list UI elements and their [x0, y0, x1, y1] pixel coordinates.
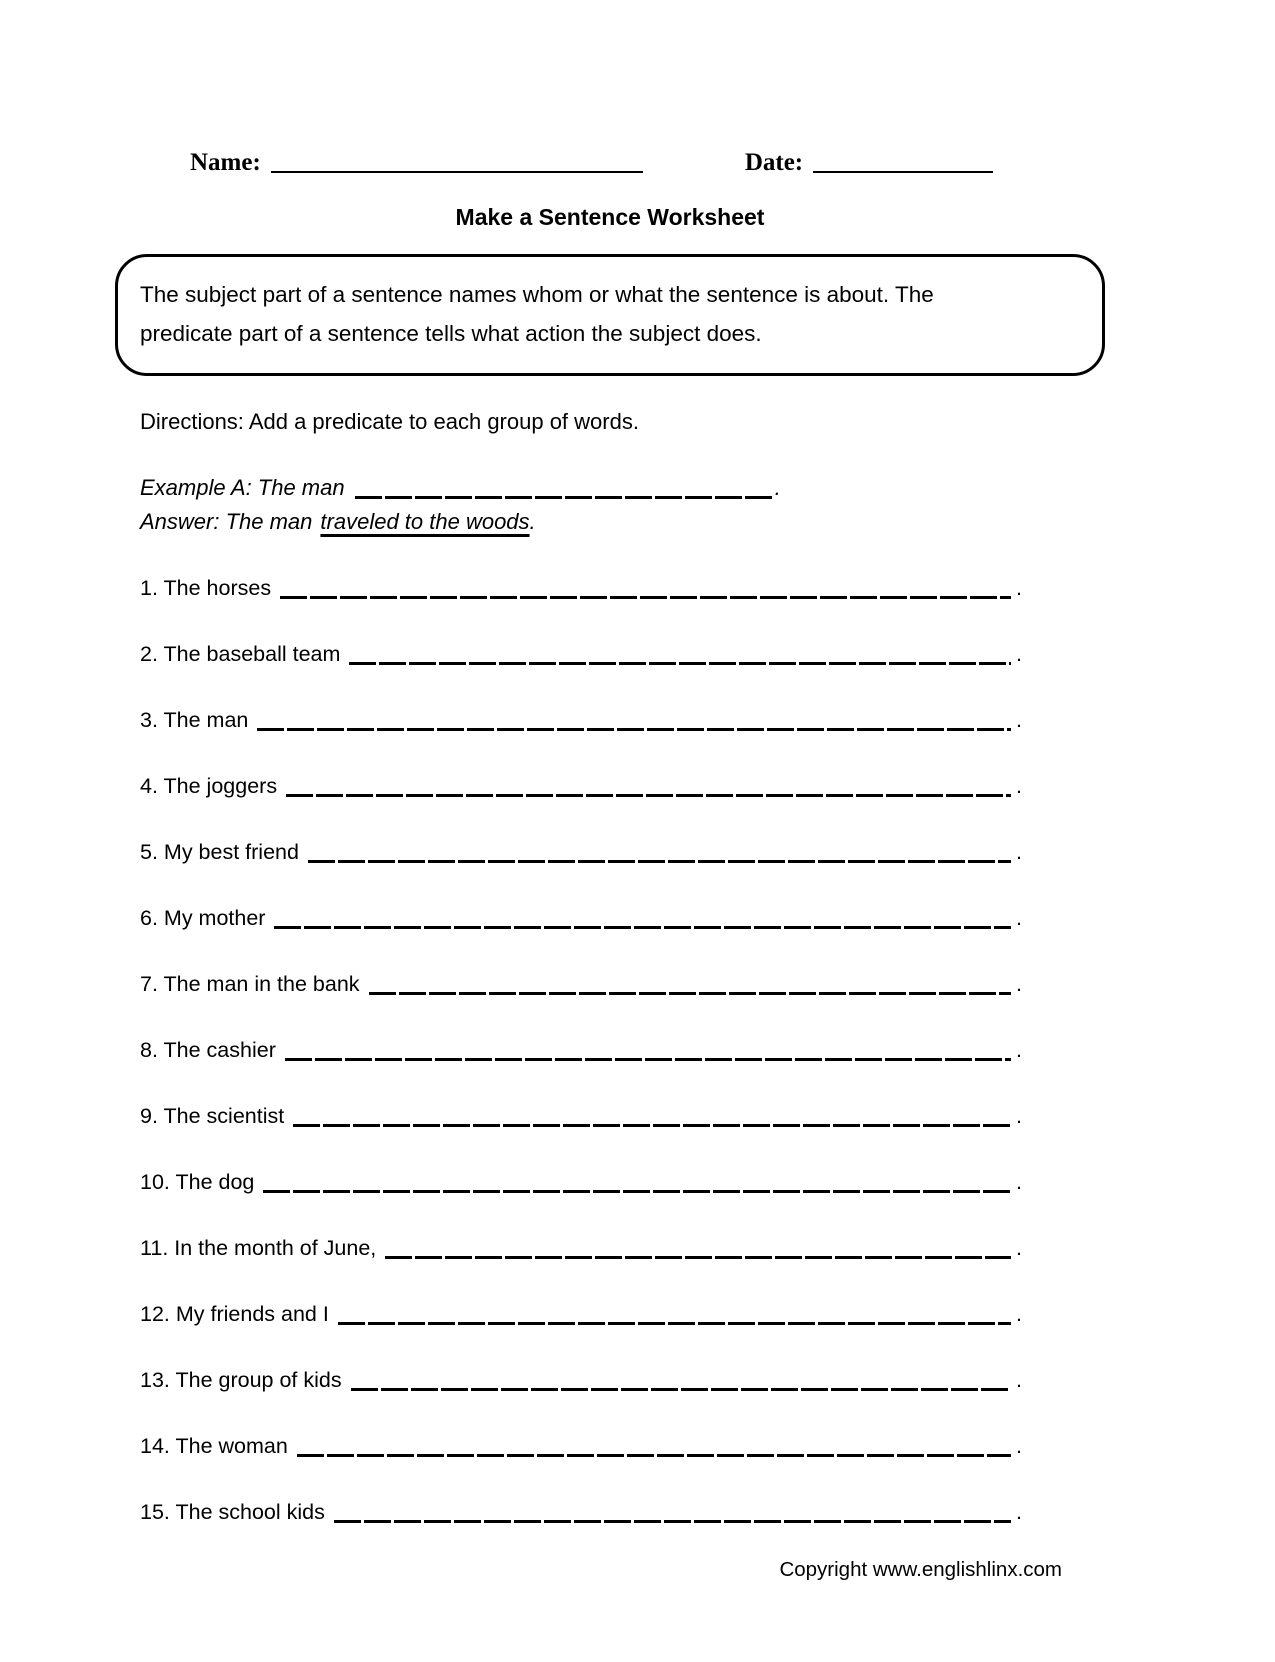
question-text: The man in the bank — [163, 972, 360, 996]
question-label — [140, 1301, 329, 1327]
question-row — [140, 1235, 1022, 1261]
question-row — [140, 1367, 1022, 1393]
question-row — [140, 575, 1022, 601]
answer-blank-line — [286, 789, 1011, 797]
question-period: . — [1016, 576, 1022, 600]
example-row — [140, 474, 840, 502]
date-blank-line — [813, 171, 993, 173]
question-label — [140, 905, 265, 931]
question-number: 7. — [140, 972, 158, 996]
page-title: Make a Sentence Worksheet — [455, 204, 765, 230]
name-label: Name: — [190, 149, 261, 176]
answer-blank-line — [293, 1119, 1011, 1127]
question-number: 11. — [140, 1236, 169, 1260]
question-period: . — [1016, 1434, 1022, 1458]
answer-blank-line — [351, 1383, 1011, 1391]
question-number: 3. — [140, 708, 158, 732]
question-text: The horses — [163, 576, 272, 600]
copyright-text: Copyright www.englishlinx.com — [779, 1558, 1062, 1581]
question-label — [140, 1037, 276, 1063]
question-text: The group of kids — [175, 1368, 342, 1392]
question-period: . — [1016, 840, 1022, 864]
question-label — [140, 1103, 284, 1129]
question-row — [140, 1433, 1022, 1459]
question-number: 13. — [140, 1368, 170, 1392]
question-row — [140, 1037, 1022, 1063]
question-text: In the month of June, — [174, 1236, 377, 1260]
answer-row — [140, 507, 1275, 537]
question-row — [140, 971, 1022, 997]
answer-blank-line — [274, 921, 1011, 929]
question-label — [140, 575, 271, 601]
name-blank-line — [271, 171, 643, 173]
question-label — [140, 1367, 342, 1393]
answer-blank-line — [297, 1449, 1011, 1457]
question-period: . — [1016, 1500, 1022, 1524]
name-date-row — [190, 148, 1275, 178]
answer-blank-line — [280, 591, 1011, 599]
question-period: . — [1016, 774, 1022, 798]
answer-blank-line — [349, 657, 1011, 665]
question-number: 1. — [140, 576, 158, 600]
question-label — [140, 1433, 288, 1459]
answer-blank-line — [338, 1317, 1011, 1325]
question-number: 5. — [140, 840, 158, 864]
date-label: Date: — [744, 149, 804, 176]
answer-blank-line — [263, 1185, 1011, 1193]
answer-period: . — [529, 509, 536, 534]
question-period: . — [1016, 1368, 1022, 1392]
question-period: . — [1016, 708, 1022, 732]
question-label — [140, 971, 360, 997]
question-row — [140, 1301, 1022, 1327]
question-row — [140, 773, 1022, 799]
question-number: 6. — [140, 906, 158, 930]
answer-underlined-text: traveled to the woods — [320, 509, 530, 534]
question-text: My friends and I — [175, 1302, 329, 1326]
question-label — [140, 707, 248, 733]
question-number: 14. — [140, 1434, 170, 1458]
example-prefix: Example A: The man — [140, 475, 345, 500]
definition-box — [115, 254, 1105, 376]
question-row — [140, 839, 1022, 865]
example-blank-line — [355, 491, 775, 499]
question-row — [140, 641, 1022, 667]
directions-text: Directions: Add a predicate to each group of words. — [140, 409, 639, 434]
question-text: The school kids — [175, 1500, 325, 1524]
question-text: The joggers — [163, 774, 278, 798]
question-period: . — [1016, 1104, 1022, 1128]
question-period: . — [1016, 642, 1022, 666]
question-row — [140, 1499, 1022, 1525]
example-period: . — [774, 475, 781, 500]
question-number: 15. — [140, 1500, 170, 1524]
answer-prefix: Answer: The man — [140, 509, 313, 534]
answer-blank-line — [369, 987, 1011, 995]
question-row — [140, 707, 1022, 733]
question-number: 8. — [140, 1038, 158, 1062]
definition-line-2: predicate part of a sentence tells what action the subject does. — [140, 321, 762, 346]
answer-blank-line — [308, 855, 1011, 863]
question-text: My best friend — [163, 840, 299, 864]
question-number: 12. — [140, 1302, 170, 1326]
question-number: 10. — [140, 1170, 170, 1194]
question-label — [140, 1235, 376, 1261]
question-period: . — [1016, 1170, 1022, 1194]
answer-blank-line — [334, 1515, 1011, 1523]
question-label — [140, 1499, 325, 1525]
question-period: . — [1016, 972, 1022, 996]
question-number: 4. — [140, 774, 158, 798]
question-text: The cashier — [163, 1038, 276, 1062]
question-period: . — [1016, 1302, 1022, 1326]
question-row — [140, 1169, 1022, 1195]
question-label — [140, 773, 277, 799]
question-number: 9. — [140, 1104, 158, 1128]
question-text: My mother — [163, 906, 266, 930]
answer-blank-line — [385, 1251, 1011, 1259]
question-row — [140, 1103, 1022, 1129]
question-row — [140, 905, 1022, 931]
question-text: The baseball team — [163, 642, 341, 666]
question-text: The woman — [175, 1434, 288, 1458]
question-period: . — [1016, 906, 1022, 930]
answer-blank-line — [257, 723, 1011, 731]
question-label — [140, 1169, 254, 1195]
definition-line-1: The subject part of a sentence names whom or what the sentence is about. The — [140, 282, 934, 307]
question-text: The man — [163, 708, 249, 732]
question-list — [140, 575, 1022, 1525]
question-period: . — [1016, 1038, 1022, 1062]
question-number: 2. — [140, 642, 158, 666]
question-text: The dog — [175, 1170, 255, 1194]
question-period: . — [1016, 1236, 1022, 1260]
question-label — [140, 641, 340, 667]
question-label — [140, 839, 299, 865]
answer-blank-line — [285, 1053, 1011, 1061]
question-text: The scientist — [163, 1104, 285, 1128]
